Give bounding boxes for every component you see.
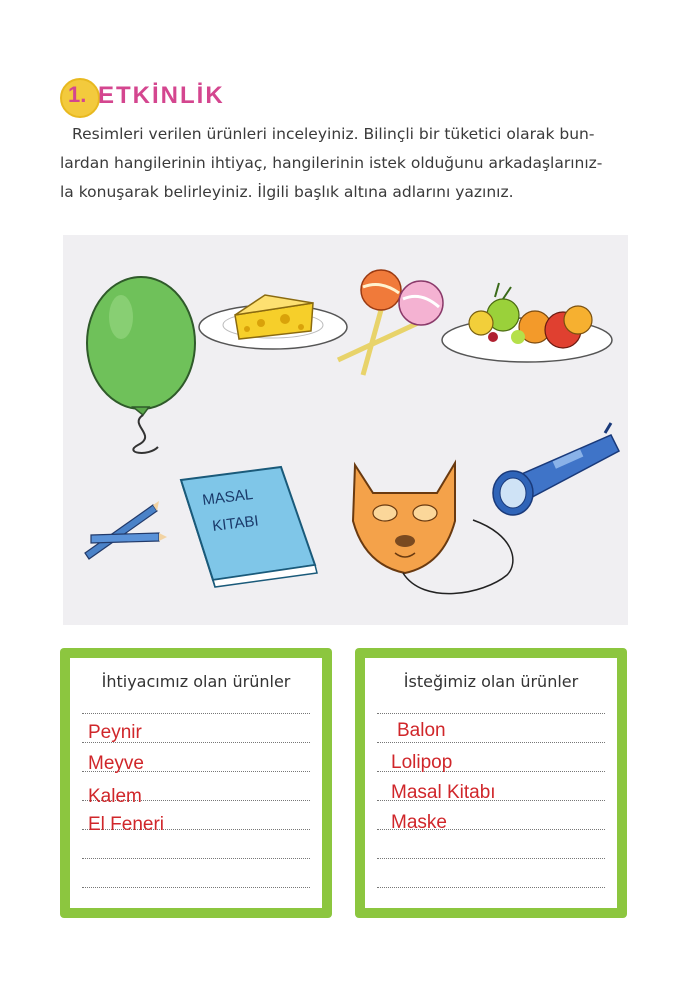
fruit-plate-icon: [442, 283, 612, 362]
dotted-line: [82, 858, 310, 859]
needs-panel-title: İhtiyacımız olan ürünler: [101, 672, 291, 691]
products-svg: [63, 235, 628, 625]
dotted-line: [377, 887, 605, 888]
instruction-line: Resimleri verilen ürünleri inceleyiniz. Bilinçli bir tüketici olarak bun-: [72, 125, 595, 143]
dotted-line: [377, 713, 605, 714]
cat-mask-icon: [353, 463, 513, 594]
needs-answer: El Feneri: [88, 814, 165, 835]
wants-panel-title: İsteğimiz olan ürünler: [403, 672, 579, 691]
book-title-line1: MASAL: [201, 485, 254, 509]
cheese-plate-icon: [199, 295, 347, 349]
flashlight-icon: [493, 423, 619, 515]
wants-answer: Balon: [397, 720, 446, 741]
lollipop-icon: [338, 270, 443, 375]
instructions-paragraph: [60, 120, 638, 207]
needs-answer: Meyve: [88, 753, 144, 774]
wants-answer: Lolipop: [391, 752, 453, 773]
activity-title: ETKİNLİK: [98, 82, 225, 109]
needs-panel-inner: [70, 658, 322, 908]
pencils-icon: [85, 501, 167, 559]
wants-panel: [355, 648, 627, 918]
balloon-icon: [87, 277, 195, 453]
dotted-line: [82, 713, 310, 714]
needs-panel: [60, 648, 332, 918]
book-icon: [181, 467, 317, 587]
wants-answer: Masal Kitabı: [391, 782, 496, 803]
needs-answer: Peynir: [88, 722, 142, 743]
instruction-line: lardan hangilerinin ihtiyaç, hangilerinin istek olduğunu arkadaşlarınız-: [60, 154, 603, 172]
instruction-line: la konuşarak belirleyiniz. İlgili başlık altına adlarını yazınız.: [60, 183, 514, 201]
activity-number: 1.: [68, 82, 87, 107]
wants-answer: Maske: [391, 812, 447, 833]
wants-panel-inner: [365, 658, 617, 908]
dotted-line: [377, 742, 605, 743]
book-title-line2: KITABI: [211, 512, 260, 535]
products-illustration: [63, 235, 628, 625]
dotted-line: [82, 887, 310, 888]
needs-answer: Kalem: [88, 786, 142, 807]
dotted-line: [377, 858, 605, 859]
